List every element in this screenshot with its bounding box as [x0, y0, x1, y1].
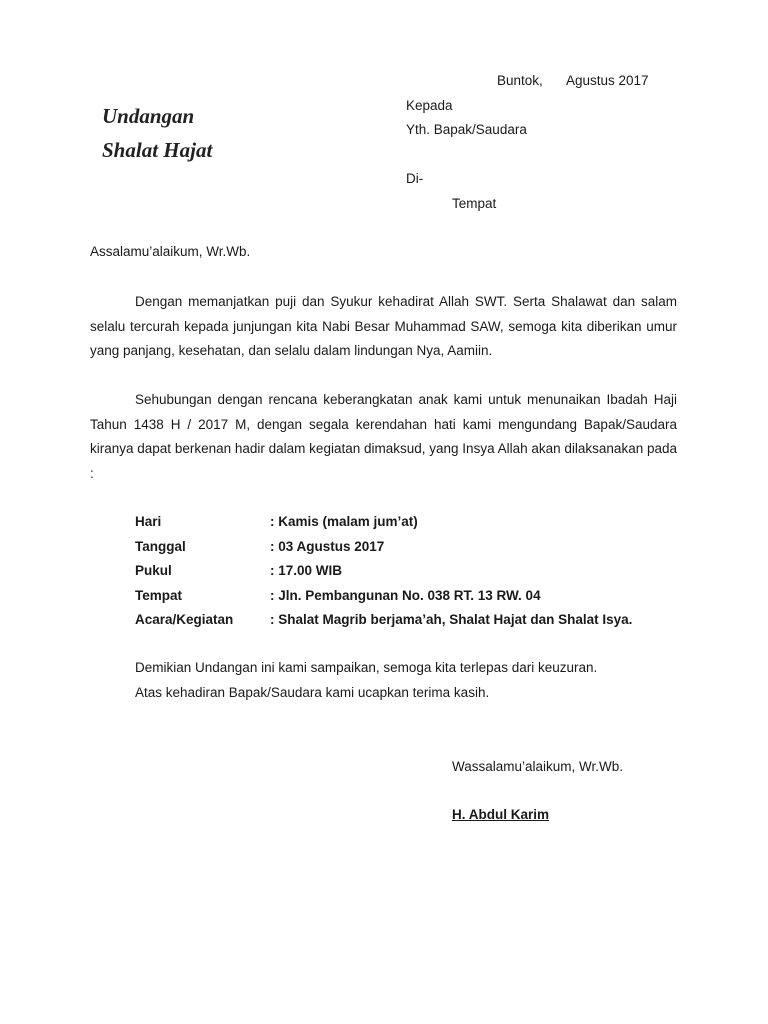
detail-label: Acara/Kegiatan: [135, 612, 234, 627]
detail-row-activity: [135, 608, 632, 633]
event-details: [135, 510, 632, 633]
farewell: Wassalamu’alaikum, Wr.Wb.: [452, 759, 624, 774]
detail-row-venue: [135, 584, 632, 609]
title-line-2: Shalat Hajat: [102, 138, 213, 162]
recipient: Yth. Bapak/Saudara: [406, 122, 527, 137]
detail-label: Pukul: [135, 563, 172, 578]
detail-value: : 17.00 WIB: [270, 563, 343, 578]
detail-value: : Shalat Magrib berjama’ah, Shalat Hajat dan Shalat Isya.: [270, 612, 633, 627]
letter-place: Buntok,: [497, 73, 543, 88]
to-label: Kepada: [406, 98, 453, 113]
paragraph-invitation: [90, 388, 677, 486]
paragraph-opening-text: Dengan memanjatkan puji dan Syukur kehadirat Allah SWT. Serta Shalawat dan salam selalu tercurah kepada junjungan kita Nabi Besar Muhammad SAW, semoga kita diberikan umur yang panjang, kesehatan, dan selalu dalam lindungan Nya, Aamiin.: [90, 294, 677, 358]
signatory-name: H. Abdul Karim: [452, 807, 550, 822]
detail-value: : 03 Agustus 2017: [270, 538, 385, 554]
letter-date: Agustus 2017: [566, 73, 649, 88]
detail-label: Hari: [135, 514, 162, 529]
greeting: Assalamu’alaikum, Wr.Wb.: [90, 244, 251, 259]
detail-row-date: [135, 535, 632, 560]
place-label: Tempat: [452, 196, 497, 211]
detail-value: : Kamis (malam jum’at): [270, 514, 418, 529]
closing-line-2: Atas kehadiran Bapak/Saudara kami ucapkan terima kasih.: [135, 684, 490, 700]
title-line-1: Undangan: [102, 104, 195, 128]
at-label: Di-: [406, 171, 424, 186]
detail-row-time: [135, 559, 632, 584]
paragraph-invitation-text: Sehubungan dengan rencana keberangkatan anak kami untuk menunaikan Ibadah Haji Tahun 1438 H / 2017 M, dengan segala kerendahan hati kami mengundang Bapak/Saudara kiranya dapat berkenan hadir dalam kegiatan dimaksud, yang Insya Allah akan dilaksanakan pada :: [90, 392, 677, 481]
detail-label: Tanggal: [135, 538, 186, 554]
closing-text: [135, 656, 597, 705]
paragraph-opening: [90, 290, 677, 364]
detail-label: Tempat: [135, 587, 183, 603]
detail-value: : Jln. Pembangunan No. 038 RT. 13 RW. 04: [270, 587, 541, 603]
closing-line-1: Demikian Undangan ini kami sampaikan, semoga kita terlepas dari keuzuran.: [135, 660, 598, 675]
detail-row-day: [135, 510, 632, 535]
